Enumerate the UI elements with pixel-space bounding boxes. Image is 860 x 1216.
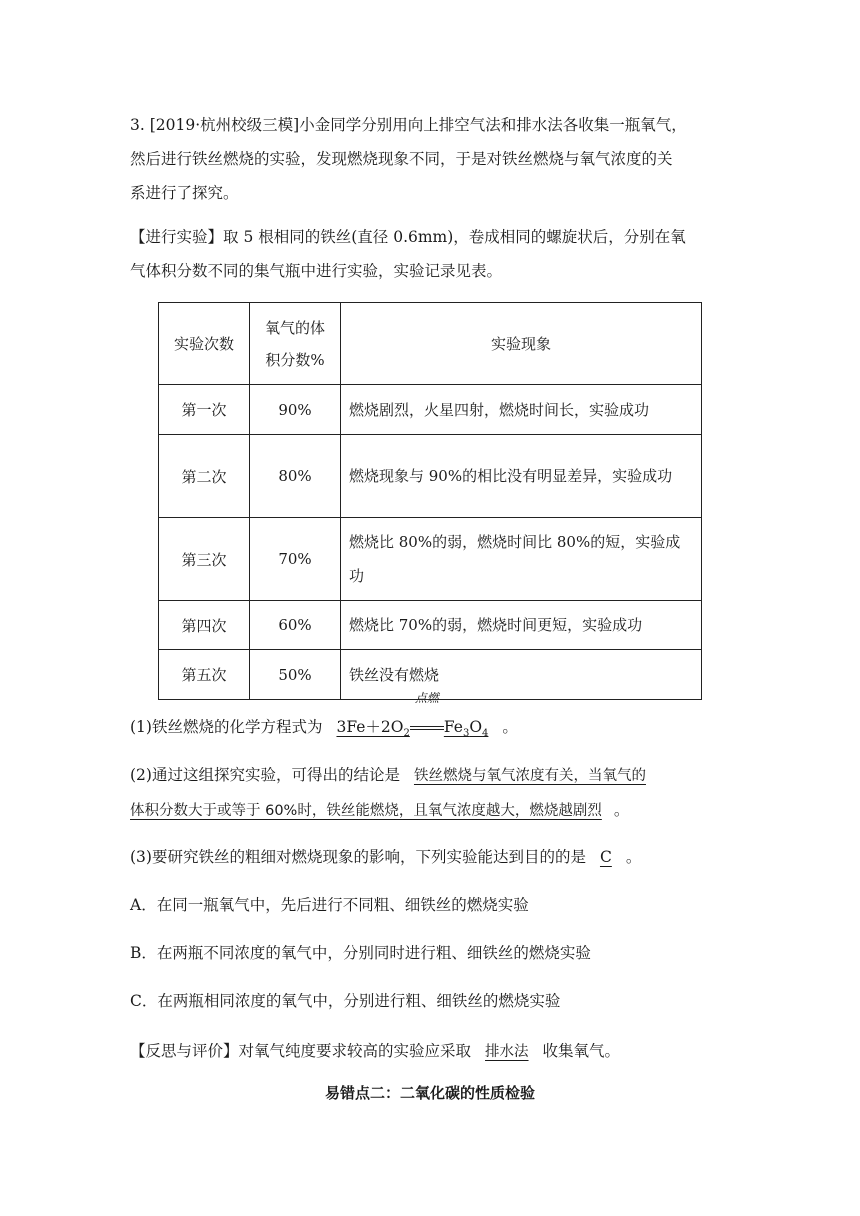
- table-row: 第四次 60% 燃烧比 70%的弱，燃烧时间更短，实验成功: [159, 601, 702, 650]
- header-phenomenon: 实验现象: [341, 303, 702, 385]
- experiment-tag: 【进行实验】: [130, 228, 224, 246]
- reflection-answer: 排水法: [485, 1044, 529, 1060]
- experiment-table: [158, 302, 702, 700]
- option-a: A．在同一瓶氧气中，先后进行不同粗、细铁丝的燃烧实验: [130, 896, 529, 914]
- table-row: 第二次 80% 燃烧现象与 90%的相比没有明显差异，实验成功: [159, 435, 702, 518]
- header-oxygen: 氧气的体积分数%: [250, 303, 341, 385]
- table-row: 第五次 50% 铁丝没有燃烧: [159, 650, 702, 700]
- equation-answer: $3Fe+2O_2$ 点燃 $Fe_3O_4$: [322, 718, 502, 736]
- table-row: 第三次 70% 燃烧比 80%的弱，燃烧时间比 80%的短，实验成功: [159, 518, 702, 601]
- question-1: (1)铁丝燃烧的化学方程式为 $3Fe+2O_2$ 点燃 $Fe_3O_4$ 。: [130, 710, 730, 751]
- option-c: C．在两瓶相同浓度的氧气中，分别进行粗、细铁丝的燃烧实验: [130, 992, 561, 1010]
- table-header-row: [159, 303, 702, 385]
- question-number: 3.: [130, 116, 145, 134]
- option-b: B．在两瓶不同浓度的氧气中，分别同时进行粗、细铁丝的燃烧实验: [130, 944, 591, 962]
- header-trial: 实验次数: [159, 303, 250, 385]
- section-heading: 易错点二：二氧化碳的性质检验: [324, 1084, 535, 1102]
- reflection: 【反思与评价】对氧气纯度要求较高的实验应采取 排水法 收集氧气。: [130, 1042, 621, 1060]
- q3-answer: C: [599, 848, 612, 866]
- question-source: [2019·杭州校级三模]: [149, 116, 300, 134]
- question-2: (2)通过这组探究实验，可得出的结论是 铁丝燃烧与氧气浓度有关，当氧气的 体积分数大于或等于 60%时，铁丝能燃烧，且氧气浓度越大，燃烧越剧烈 。: [130, 766, 646, 819]
- question-3-stem: 3. [2019·杭州校级三模]小金同学分别用向上排空气法和排水法各收集一瓶氧气， 然后进行铁丝燃烧的实验，发现燃烧现象不同，于是对铁丝燃烧与氧气浓度的关 系进行了探究。: [130, 116, 687, 202]
- equals-sign-icon: [410, 724, 444, 732]
- table-row: 第一次 90% 燃烧剧烈，火星四射，燃烧时间长，实验成功: [159, 385, 702, 435]
- reaction-condition: 点燃: [410, 710, 444, 744]
- question-3: (3)要研究铁丝的粗细对燃烧现象的影响，下列实验能达到目的的是 C 。: [130, 848, 642, 866]
- experiment-intro: 【进行实验】取 5 根相同的铁丝(直径 0.6mm)，卷成相同的螺旋状后，分别在氧 气体积分数不同的集气瓶中进行实验，实验记录见表。: [130, 228, 686, 280]
